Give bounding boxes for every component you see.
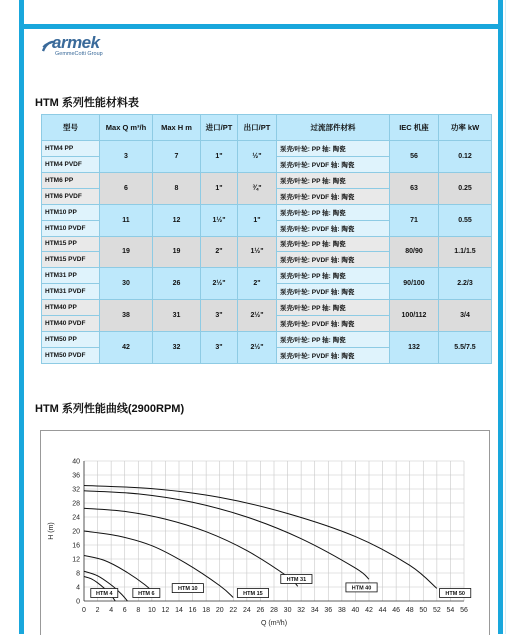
x-tick-label: 10	[147, 607, 156, 614]
model-cell: HTM50 PVDF	[42, 347, 100, 363]
table-row	[42, 204, 492, 220]
material-cell: 泵壳/叶轮: PVDF 轴: 陶瓷	[277, 284, 390, 300]
series-label: HTM 6	[138, 591, 155, 598]
y-tick-label: 32	[72, 486, 80, 494]
outlet-cell: 2½"	[238, 332, 277, 364]
x-tick-label: 30	[283, 607, 292, 614]
max-q-cell: 3	[100, 141, 153, 173]
iec-cell: 71	[390, 204, 439, 236]
section-title-chart: HTM 系列性能曲线(2900RPM)	[35, 403, 185, 415]
logo-word: armek	[52, 33, 100, 52]
max-q-cell: 19	[100, 236, 153, 268]
material-cell: 泵壳/叶轮: PVDF 轴: 陶瓷	[277, 347, 390, 363]
iec-cell: 132	[390, 332, 439, 364]
model-cell: HTM6 PVDF	[42, 188, 100, 204]
table-row	[42, 236, 492, 252]
x-tick-label: 8	[136, 607, 141, 614]
material-cell: 泵壳/叶轮: PVDF 轴: 陶瓷	[277, 188, 390, 204]
inlet-cell: 1"	[201, 141, 238, 173]
header-max-q: Max Q m³/h	[100, 115, 153, 141]
x-tick-label: 24	[242, 607, 251, 614]
max-q-cell: 6	[100, 172, 153, 204]
iec-cell: 80/90	[390, 236, 439, 268]
max-h-cell: 8	[153, 172, 201, 204]
max-h-cell: 12	[153, 204, 201, 236]
outlet-cell: 1"	[238, 204, 277, 236]
y-tick-label: 40	[72, 458, 80, 466]
material-cell: 泵壳/叶轮: PP 轴: 陶瓷	[277, 172, 390, 188]
max-q-cell: 11	[100, 204, 153, 236]
x-tick-label: 40	[351, 607, 360, 614]
table-row	[42, 141, 492, 157]
series-label: HTM 50	[445, 591, 465, 598]
inlet-cell: 1½"	[201, 204, 238, 236]
model-cell: HTM4 PVDF	[42, 156, 100, 172]
x-tick-label: 44	[378, 607, 387, 614]
frame-inner-line	[505, 0, 506, 634]
y-tick-label: 12	[72, 556, 80, 564]
iec-cell: 63	[390, 172, 439, 204]
spec-table	[41, 114, 492, 364]
series-curve	[84, 508, 298, 586]
outlet-cell: 2"	[238, 268, 277, 300]
section-title-table: HTM 系列性能材料表	[35, 97, 139, 109]
x-tick-label: 42	[365, 607, 373, 614]
power-cell: 5.5/7.5	[439, 332, 492, 364]
iec-cell: 100/112	[390, 300, 439, 332]
outlet-cell: 2½"	[238, 300, 277, 332]
max-h-cell: 7	[153, 141, 201, 173]
material-cell: 泵壳/叶轮: PVDF 轴: 陶瓷	[277, 156, 390, 172]
header-iec: IEC 机座	[390, 115, 439, 141]
model-cell: HTM10 PVDF	[42, 220, 100, 236]
y-tick-label: 16	[72, 542, 80, 550]
inlet-cell: 3"	[201, 300, 238, 332]
x-tick-label: 34	[310, 607, 319, 614]
header-outlet: 出口/PT	[238, 115, 277, 141]
model-cell: HTM6 PP	[42, 172, 100, 188]
inlet-cell: 2"	[201, 236, 238, 268]
performance-chart	[41, 431, 489, 635]
inlet-cell: 2½"	[201, 268, 238, 300]
frame-top-border	[19, 24, 503, 29]
model-cell: HTM31 PP	[42, 268, 100, 284]
table-row	[42, 268, 492, 284]
power-cell: 3/4	[439, 300, 492, 332]
y-axis-label: H (m)	[48, 522, 55, 540]
x-tick-label: 38	[337, 607, 346, 614]
material-cell: 泵壳/叶轮: PVDF 轴: 陶瓷	[277, 252, 390, 268]
series-curve	[84, 531, 233, 598]
x-tick-label: 12	[161, 607, 170, 614]
model-cell: HTM50 PP	[42, 332, 100, 348]
frame-left-border	[19, 0, 24, 634]
model-cell: HTM31 PVDF	[42, 284, 100, 300]
power-cell: 0.25	[439, 172, 492, 204]
material-cell: 泵壳/叶轮: PP 轴: 陶瓷	[277, 236, 390, 252]
x-tick-label: 46	[392, 607, 401, 614]
series-label: HTM 4	[96, 591, 113, 598]
material-cell: 泵壳/叶轮: PVDF 轴: 陶瓷	[277, 316, 390, 332]
x-tick-label: 28	[270, 607, 278, 614]
frame-right-border	[498, 0, 503, 634]
armek-logo	[42, 33, 122, 63]
x-tick-label: 4	[109, 607, 114, 614]
max-q-cell: 30	[100, 268, 153, 300]
y-tick-label: 36	[72, 472, 80, 480]
x-tick-label: 20	[215, 607, 224, 614]
max-q-cell: 38	[100, 300, 153, 332]
outlet-cell: ¾"	[238, 172, 277, 204]
table-row	[42, 332, 492, 348]
model-cell: HTM40 PP	[42, 300, 100, 316]
max-h-cell: 19	[153, 236, 201, 268]
x-tick-label: 48	[405, 607, 414, 614]
material-cell: 泵壳/叶轮: PP 轴: 陶瓷	[277, 300, 390, 316]
series-label: HTM 10	[178, 586, 198, 593]
iec-cell: 90/100	[390, 268, 439, 300]
y-tick-label: 8	[76, 570, 80, 578]
max-h-cell: 26	[153, 268, 201, 300]
max-q-cell: 42	[100, 332, 153, 364]
series-label: HTM 31	[286, 577, 307, 584]
material-cell: 泵壳/叶轮: PP 轴: 陶瓷	[277, 141, 390, 157]
x-tick-label: 14	[175, 607, 183, 614]
model-cell: HTM40 PVDF	[42, 316, 100, 332]
power-cell: 1.1/1.5	[439, 236, 492, 268]
iec-cell: 56	[390, 141, 439, 173]
series-curve	[84, 491, 369, 580]
x-tick-label: 16	[188, 607, 197, 614]
inlet-cell: 3"	[201, 332, 238, 364]
material-cell: 泵壳/叶轮: PP 轴: 陶瓷	[277, 268, 390, 284]
x-tick-label: 22	[229, 607, 238, 614]
material-cell: 泵壳/叶轮: PVDF 轴: 陶瓷	[277, 220, 390, 236]
x-tick-label: 0	[82, 607, 86, 614]
model-cell: HTM15 PP	[42, 236, 100, 252]
y-tick-label: 20	[72, 528, 80, 536]
inlet-cell: 1"	[201, 172, 238, 204]
material-cell: 泵壳/叶轮: PP 轴: 陶瓷	[277, 204, 390, 220]
table-header-row	[42, 115, 492, 141]
y-tick-label: 28	[72, 500, 80, 508]
x-tick-label: 26	[256, 607, 265, 614]
max-h-cell: 31	[153, 300, 201, 332]
outlet-cell: ½"	[238, 141, 277, 173]
max-h-cell: 32	[153, 332, 201, 364]
x-axis-label: Q (m³/h)	[260, 620, 288, 627]
material-cell: 泵壳/叶轮: PP 轴: 陶瓷	[277, 332, 390, 348]
header-max-h: Max H m	[153, 115, 201, 141]
header-materials: 过流部件材料	[277, 115, 390, 141]
model-cell: HTM10 PP	[42, 204, 100, 220]
x-tick-label: 18	[202, 607, 211, 614]
x-tick-label: 2	[95, 607, 100, 614]
power-cell: 0.55	[439, 204, 492, 236]
model-cell: HTM4 PP	[42, 141, 100, 157]
header-model: 型号	[42, 115, 100, 141]
series-label: HTM 15	[243, 591, 263, 598]
y-tick-label: 0	[76, 598, 80, 606]
performance-chart-panel	[40, 430, 490, 635]
model-cell: HTM15 PVDF	[42, 252, 100, 268]
table-row	[42, 300, 492, 316]
x-tick-label: 52	[432, 607, 441, 614]
header-inlet: 进口/PT	[201, 115, 238, 141]
x-tick-label: 36	[324, 607, 333, 614]
x-tick-label: 56	[460, 607, 468, 614]
table-row	[42, 172, 492, 188]
header-power: 功率 kW	[439, 115, 492, 141]
logo-subtitle: GemmeCotti Group	[55, 51, 103, 57]
y-tick-label: 24	[72, 514, 80, 522]
y-tick-label: 4	[76, 584, 80, 592]
x-tick-label: 6	[122, 607, 127, 614]
x-tick-label: 54	[446, 607, 455, 614]
power-cell: 0.12	[439, 141, 492, 173]
power-cell: 2.2/3	[439, 268, 492, 300]
x-tick-label: 32	[297, 607, 306, 614]
series-label: HTM 40	[351, 585, 372, 592]
x-tick-label: 50	[419, 607, 428, 614]
outlet-cell: 1½"	[238, 236, 277, 268]
